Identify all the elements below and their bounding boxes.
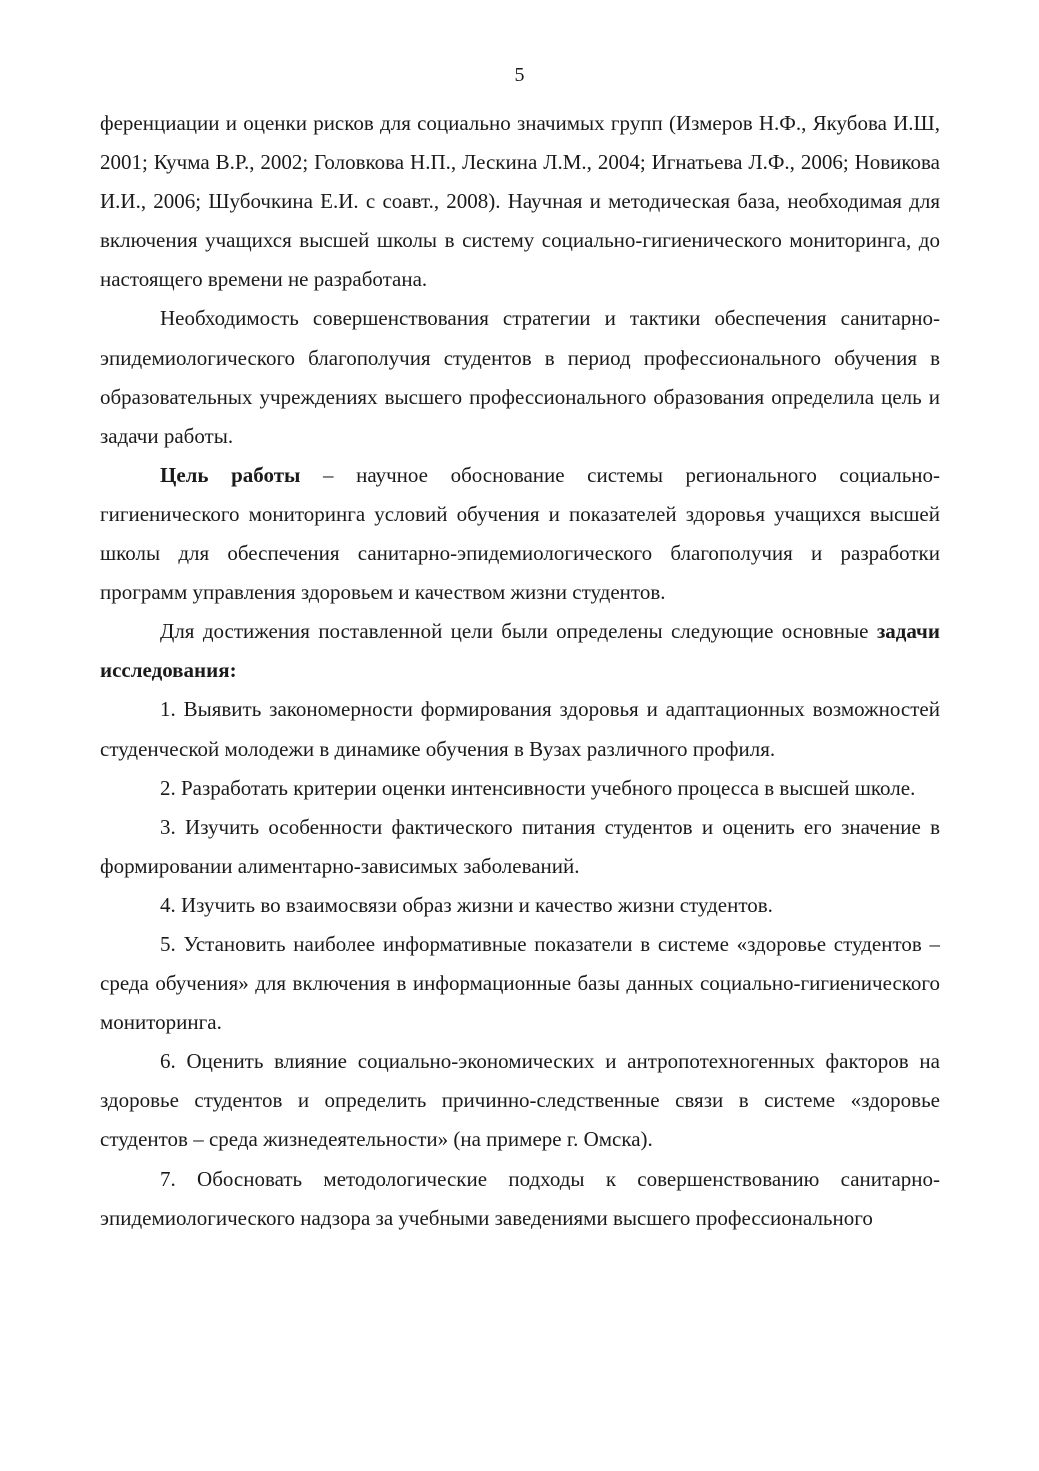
task-item-3: 3. Изучить особенности фактического питания студентов и оценить его значение в формировании алиментарно-зависимых заболеваний. xyxy=(100,814,940,878)
page-body xyxy=(100,104,940,1238)
tasks-heading: задачи исследования: xyxy=(100,619,940,683)
tasks-intro-text: Для достижения поставленной цели были определены следующие основные xyxy=(160,619,877,644)
page-number: 5 xyxy=(514,64,525,86)
paragraph-tasks-intro xyxy=(100,612,940,690)
paragraph-intro: ференциации и оценки рисков для социально значимых групп (Измеров Н.Ф., Якубова И.Ш, 2001; Кучма В.Р., 2002; Головкова Н.П., Лескина Л.М., 2004; Игнатьева Л.Ф., 2006; Новикова И.И., 2006; Шубочкина Е.И. с соавт., 2008). Научная и методическая база, необходимая для включения учащихся высшей школы в систему социально-гигиенического мониторинга, до настоящего времени не разработана. xyxy=(100,111,940,292)
goal-heading: Цель работы xyxy=(160,462,301,487)
task-item-1: 1. Выявить закономерности формирования здоровья и адаптационных возможностей студенческой молодежи в динамике обучения в Вузах различного профиля. xyxy=(100,697,940,761)
task-item-2: 2. Разработать критерии оценки интенсивности учебного процесса в высшей школе. xyxy=(160,775,916,800)
paragraph-necessity: Необходимость совершенствования стратегии и тактики обеспечения санитарно-эпидемиологического благополучия студентов в период профессионального обучения в образовательных учреждениях высшего профессионального образования определила цель и задачи работы. xyxy=(100,306,940,448)
goal-text: – научное обоснование системы регионального социально-гигиенического мониторинга условий обучения и показателей здоровья учащихся высшей школы для обеспечения санитарно-эпидемиологического благополучия и разработки программ управления здоровьем и качеством жизни студентов. xyxy=(100,462,940,605)
paragraph-goal xyxy=(100,456,940,612)
task-item-5: 5. Установить наиболее информативные показатели в системе «здоровье студентов – среда обучения» для включения в информационные базы данных социально-гигиенического мониторинга. xyxy=(100,931,940,1035)
task-item-4: 4. Изучить во взаимосвязи образ жизни и качество жизни студентов. xyxy=(160,892,773,917)
task-item-6: 6. Оценить влияние социально-экономических и антропотехногенных факторов на здоровье студентов и определить причинно-следственные связи в системе «здоровье студентов – среда жизнедеятельности» (на примере г. Омска). xyxy=(100,1049,940,1152)
task-item-7: 7. Обосновать методологические подходы к совершенствованию санитарно-эпидемиологического надзора за учебными заведениями высшего профессионального xyxy=(100,1166,940,1230)
